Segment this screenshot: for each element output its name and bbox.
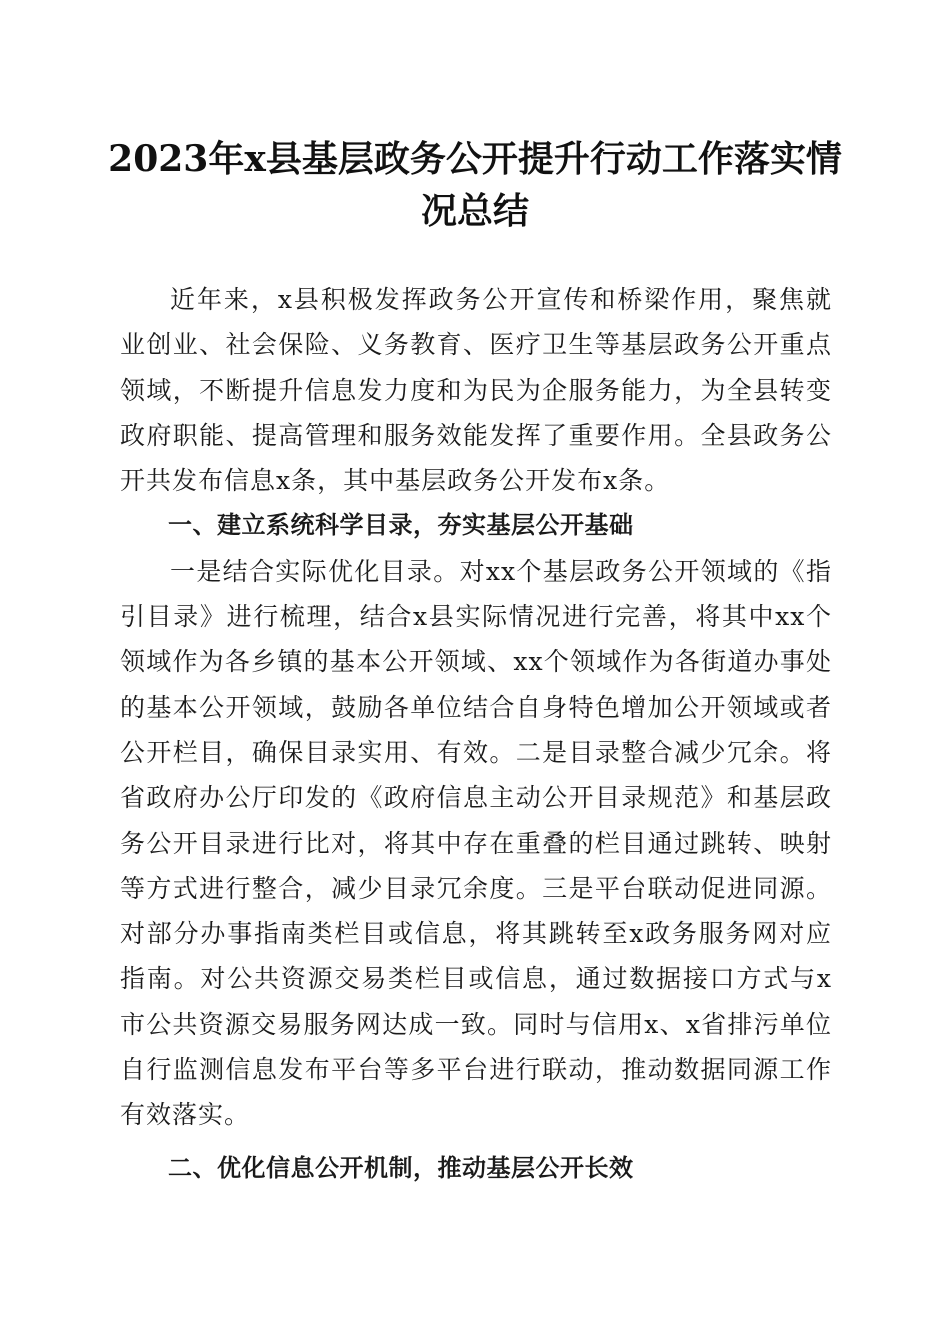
intro-paragraph: 近年来，x县积极发挥政务公开宣传和桥梁作用，聚焦就业创业、社会保险、义务教育、医疗卫生等基层政务公开重点领域，不断提升信息发力度和为民为企服务能力，为全县转变政府职能、提高管理和服务效能发挥了重要作用。全县政务公开共发布信息x条，其中基层政务公开发布x条。: [120, 285, 832, 496]
section-heading-2: 二、优化信息公开机制，推动基层公开长效: [168, 1153, 634, 1182]
document-title: 2023年x县基层政务公开提升行动工作落实情况总结: [108, 138, 842, 232]
section-heading-1: 一、建立系统科学目录，夯实基层公开基础: [168, 511, 634, 540]
section-1-paragraph: 一是结合实际优化目录。对xx个基层政务公开领域的《指引目录》进行梳理，结合x县实际情况进行完善，将其中xx个领域作为各乡镇的基本公开领域、xx个领域作为各街道办事处的基本公开领域，鼓励各单位结合自身特色增加公开领域或者公开栏目，确保目录实用、有效。二是目录整合减少冗余。将省政府办公厅印发的《政府信息主动公开目录规范》和基层政务公开目录进行比对，将其中存在重叠的栏目通过跳转、映射等方式进行整合，减少目录冗余度。三是平台联动促进同源。对部分办事指南类栏目或信息，将其跳转至x政务服务网对应指南。对公共资源交易类栏目或信息，通过数据接口方式与x市公共资源交易服务网达成一致。同时与信用x、x省排污单位自行监测信息发布平台等多平台进行联动，推动数据同源工作有效落实。: [120, 556, 832, 1130]
document-body: [120, 277, 832, 1191]
